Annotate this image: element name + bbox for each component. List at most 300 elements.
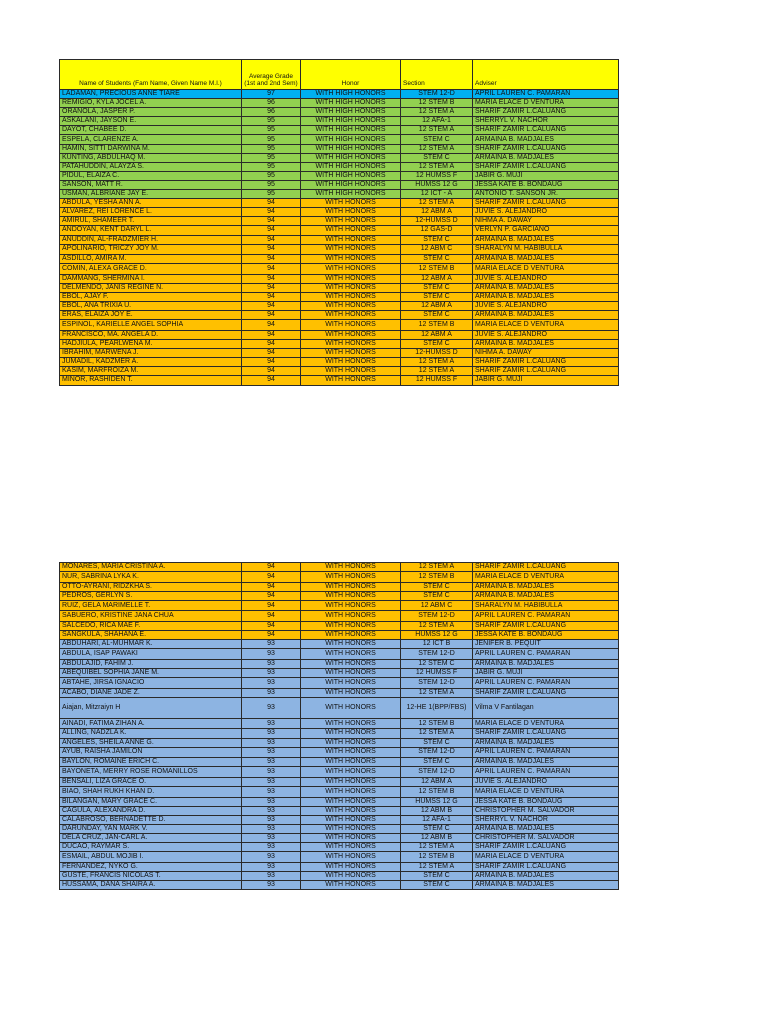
adviser-cell: SHARIF ZAMIR L.CALUANG xyxy=(473,843,619,852)
adviser-cell: MARIA ELACE D VENTURA xyxy=(473,852,619,863)
honor-cell: WITH HONORS xyxy=(301,235,401,244)
adviser-cell: ARMAINA B. MADJALES xyxy=(473,758,619,767)
average-grade-cell: 94 xyxy=(242,264,301,275)
honor-cell: WITH HONORS xyxy=(301,777,401,786)
average-grade-cell: 93 xyxy=(242,718,301,729)
average-grade-cell: 94 xyxy=(242,367,301,376)
table-row xyxy=(60,649,619,660)
average-grade-cell: 94 xyxy=(242,358,301,367)
table-row xyxy=(60,135,619,144)
honor-cell: WITH HIGH HONORS xyxy=(301,117,401,126)
table-row xyxy=(60,117,619,126)
average-grade-cell: 93 xyxy=(242,688,301,697)
student-name-cell: REMIGIO, KYLA JOCEL A. xyxy=(60,99,242,108)
student-name-cell: DUCAO, RAYMAR S. xyxy=(60,843,242,852)
student-name-cell: APOLINARIO, TRICZY JOY M. xyxy=(60,244,242,255)
average-grade-cell: 95 xyxy=(242,144,301,153)
honor-cell: WITH HIGH HONORS xyxy=(301,180,401,189)
honor-cell: WITH HIGH HONORS xyxy=(301,171,401,180)
adviser-cell: ARMAINA B. MADJALES xyxy=(473,235,619,244)
honor-cell: WITH HIGH HONORS xyxy=(301,162,401,171)
honor-cell: WITH HONORS xyxy=(301,824,401,833)
student-name-cell: ALVAREZ, REI LORENCE L. xyxy=(60,208,242,217)
average-grade-cell: 94 xyxy=(242,199,301,208)
average-grade-cell: 93 xyxy=(242,880,301,889)
average-grade-cell: 96 xyxy=(242,99,301,108)
adviser-cell: MARIA ELACE D VENTURA xyxy=(473,264,619,275)
average-grade-cell: 95 xyxy=(242,126,301,135)
student-name-cell: MINOR, RASHIDEN T. xyxy=(60,376,242,385)
table-row xyxy=(60,302,619,311)
honor-cell: WITH HONORS xyxy=(301,367,401,376)
adviser-cell: JESSA KATE B. BONDAUG xyxy=(473,180,619,189)
adviser-cell: SHARIF ZAMIR L.CALUANG xyxy=(473,144,619,153)
student-name-cell: HAMIN, SITTI DARWINA M. xyxy=(60,144,242,153)
average-grade-cell: 94 xyxy=(242,208,301,217)
honor-cell: WITH HONORS xyxy=(301,264,401,275)
honor-cell: WITH HONORS xyxy=(301,640,401,649)
section-cell: 12 STEM A xyxy=(401,688,473,697)
student-name-cell: ABEQUIBEL SOPHIA JANE M. xyxy=(60,669,242,678)
student-name-cell: BILANGAN, MARY GRACE C. xyxy=(60,797,242,806)
average-grade-cell: 93 xyxy=(242,758,301,767)
table-row xyxy=(60,815,619,824)
student-name-cell: EBOL, AJAY F. xyxy=(60,293,242,302)
section-cell: 12 STEM B xyxy=(401,99,473,108)
section-cell: 12 AFA-1 xyxy=(401,117,473,126)
student-name-cell: BENSALI, LIZA GRACE O. xyxy=(60,777,242,786)
honor-cell: WITH HONORS xyxy=(301,358,401,367)
adviser-cell: NIHMA A. DAWAY xyxy=(473,217,619,226)
table-row xyxy=(60,697,619,718)
adviser-cell: APRIL LAUREN C. PAMARAN xyxy=(473,767,619,778)
student-name-cell: ANGELES, SHEILA ANNE G. xyxy=(60,738,242,747)
section-cell: STEM C xyxy=(401,135,473,144)
adviser-cell: ARMAINA B. MADJALES xyxy=(473,340,619,349)
honor-cell: WITH HONORS xyxy=(301,600,401,611)
student-name-cell: ABTAHE, JIRSA IGNACIO xyxy=(60,678,242,689)
header-honor: Honor xyxy=(301,60,401,90)
table-row xyxy=(60,622,619,631)
honor-cell: WITH HONORS xyxy=(301,563,401,572)
average-grade-cell: 95 xyxy=(242,162,301,171)
average-grade-cell: 93 xyxy=(242,659,301,668)
table-row xyxy=(60,108,619,117)
section-cell: 12 STEM C xyxy=(401,659,473,668)
section-cell: 12 STEM A xyxy=(401,358,473,367)
student-name-cell: COMIN, ALEXA GRACE D. xyxy=(60,264,242,275)
student-name-cell: PEDROS, GERLYN S. xyxy=(60,591,242,600)
adviser-cell: ARMAINA B. MADJALES xyxy=(473,871,619,880)
section-cell: 12 STEM B xyxy=(401,786,473,797)
section-cell: STEM C xyxy=(401,591,473,600)
table-row xyxy=(60,358,619,367)
honor-cell: WITH HIGH HONORS xyxy=(301,153,401,162)
honor-cell: WITH HONORS xyxy=(301,659,401,668)
average-grade-cell: 95 xyxy=(242,135,301,144)
average-grade-cell: 93 xyxy=(242,777,301,786)
honor-cell: WITH HIGH HONORS xyxy=(301,99,401,108)
average-grade-cell: 93 xyxy=(242,678,301,689)
adviser-cell: ARMAINA B. MADJALES xyxy=(473,591,619,600)
average-grade-cell: 94 xyxy=(242,293,301,302)
adviser-cell: ARMAINA B. MADJALES xyxy=(473,738,619,747)
honor-cell: WITH HONORS xyxy=(301,199,401,208)
average-grade-cell: 93 xyxy=(242,729,301,738)
student-name-cell: USMAN, ALBRIANE JAY E. xyxy=(60,190,242,199)
average-grade-cell: 94 xyxy=(242,320,301,331)
adviser-cell: ARMAINA B. MADJALES xyxy=(473,824,619,833)
student-name-cell: HUSSAMA, DANA SHAIRA A. xyxy=(60,880,242,889)
student-name-cell: ABDULA, YESHA ANN A. xyxy=(60,199,242,208)
adviser-cell: ARMAINA B. MADJALES xyxy=(473,255,619,264)
adviser-cell: APRIL LAUREN C. PAMARAN xyxy=(473,649,619,660)
student-name-cell: JUMADIL, KADZMER A. xyxy=(60,358,242,367)
adviser-cell: JUVIE S. ALEJANDRO xyxy=(473,302,619,311)
honor-cell: WITH HONORS xyxy=(301,320,401,331)
table-row xyxy=(60,852,619,863)
average-grade-cell: 94 xyxy=(242,572,301,583)
section-cell: 12 HUMSS F xyxy=(401,669,473,678)
student-name-cell: ORANOLA, JASPER P. xyxy=(60,108,242,117)
table-row xyxy=(60,171,619,180)
average-grade-cell: 95 xyxy=(242,180,301,189)
student-name-cell: SANGKULA, SHAHANA E. xyxy=(60,631,242,640)
honor-cell: WITH HIGH HONORS xyxy=(301,190,401,199)
adviser-cell: APRIL LAUREN C. PAMARAN xyxy=(473,678,619,689)
section-cell: 12 STEM A xyxy=(401,126,473,135)
table-row xyxy=(60,255,619,264)
section-cell: 12 ABM A xyxy=(401,208,473,217)
average-grade-cell: 94 xyxy=(242,302,301,311)
section-cell: STEM 12-D xyxy=(401,90,473,99)
average-grade-cell: 94 xyxy=(242,226,301,235)
section-cell: 12 STEM A xyxy=(401,729,473,738)
adviser-cell: SHARIF ZAMIR L.CALUANG xyxy=(473,126,619,135)
table-row xyxy=(60,797,619,806)
table-row xyxy=(60,631,619,640)
average-grade-cell: 93 xyxy=(242,649,301,660)
table-row xyxy=(60,688,619,697)
honor-cell: WITH HONORS xyxy=(301,833,401,842)
student-name-cell: DAMMANG, SHERMINA I. xyxy=(60,274,242,283)
honor-cell: WITH HONORS xyxy=(301,806,401,815)
table-row xyxy=(60,244,619,255)
table-row xyxy=(60,320,619,331)
honor-cell: WITH HONORS xyxy=(301,631,401,640)
section-cell: STEM C xyxy=(401,758,473,767)
table-row xyxy=(60,340,619,349)
honor-cell: WITH HONORS xyxy=(301,622,401,631)
honor-cell: WITH HIGH HONORS xyxy=(301,144,401,153)
section-cell: 12-HUMSS D xyxy=(401,217,473,226)
table-row xyxy=(60,293,619,302)
student-name-cell: RUIZ, GELA MARIMELLE T. xyxy=(60,600,242,611)
average-grade-cell: 94 xyxy=(242,600,301,611)
student-name-cell: EBOL, ANA TRIXIA U. xyxy=(60,302,242,311)
section-cell: HUMSS 12 G xyxy=(401,631,473,640)
section-cell: 12 GAS-D xyxy=(401,226,473,235)
student-name-cell: BAYLON, ROMAINE ERICH C. xyxy=(60,758,242,767)
student-name-cell: DELMENDO, JANIS REGINE N. xyxy=(60,283,242,292)
honor-cell: WITH HONORS xyxy=(301,255,401,264)
student-name-cell: CAGULA, ALEXANDRA D. xyxy=(60,806,242,815)
section-cell: 12 ABM A xyxy=(401,777,473,786)
table-row xyxy=(60,311,619,320)
table-row xyxy=(60,833,619,842)
average-grade-cell: 94 xyxy=(242,349,301,358)
section-cell: STEM C xyxy=(401,235,473,244)
section-cell: STEM C xyxy=(401,582,473,591)
student-name-cell: CALABROSO, BERNADETTE D. xyxy=(60,815,242,824)
average-grade-cell: 93 xyxy=(242,747,301,758)
section-cell: STEM 12-D xyxy=(401,678,473,689)
honor-cell: WITH HONORS xyxy=(301,376,401,385)
adviser-cell: SHARIF ZAMIR L.CALUANG xyxy=(473,162,619,171)
average-grade-cell: 95 xyxy=(242,190,301,199)
section-cell: STEM C xyxy=(401,340,473,349)
adviser-cell: ARMAINA B. MADJALES xyxy=(473,880,619,889)
average-grade-cell: 97 xyxy=(242,90,301,99)
adviser-cell: JUVIE S. ALEJANDRO xyxy=(473,330,619,339)
honor-cell: WITH HONORS xyxy=(301,786,401,797)
honor-cell: WITH HONORS xyxy=(301,843,401,852)
average-grade-cell: 94 xyxy=(242,330,301,339)
student-name-cell: Aiajan, Mitzraiyn H xyxy=(60,697,242,718)
section-cell: 12 STEM B xyxy=(401,264,473,275)
table-row xyxy=(60,162,619,171)
table-row xyxy=(60,824,619,833)
student-name-cell: AMIRUL, SHAMEER T. xyxy=(60,217,242,226)
table-row xyxy=(60,144,619,153)
table-header-row xyxy=(60,60,619,90)
average-grade-cell: 93 xyxy=(242,797,301,806)
adviser-cell: Vilma V Fantilagan xyxy=(473,697,619,718)
honor-cell: WITH HONORS xyxy=(301,871,401,880)
section-cell: 12 HUMSS F xyxy=(401,171,473,180)
student-name-cell: ASDILLO, AMIRA M. xyxy=(60,255,242,264)
adviser-cell: NIHMA A. DAWAY xyxy=(473,349,619,358)
adviser-cell: ANTONIO T. SANSON JR. xyxy=(473,190,619,199)
adviser-cell: APRIL LAUREN C. PAMARAN xyxy=(473,747,619,758)
student-name-cell: ESMAIL, ABDUL MOJIB I. xyxy=(60,852,242,863)
table-row xyxy=(60,235,619,244)
section-cell: 12 HUMSS F xyxy=(401,376,473,385)
average-grade-cell: 93 xyxy=(242,852,301,863)
adviser-cell: CHRISTOPHER M. SALVADOR xyxy=(473,833,619,842)
student-name-cell: ACABO, DIANE JADE Z. xyxy=(60,688,242,697)
table-row xyxy=(60,283,619,292)
average-grade-cell: 93 xyxy=(242,815,301,824)
student-name-cell: NUR, SABRINA LYKA K. xyxy=(60,572,242,583)
adviser-cell: SHARIF ZAMIR L.CALUANG xyxy=(473,563,619,572)
student-name-cell: OTTO-AYRANI, RIDZKHA S. xyxy=(60,582,242,591)
adviser-cell: SHARIF ZAMIR L.CALUANG xyxy=(473,367,619,376)
honor-cell: WITH HONORS xyxy=(301,880,401,889)
honor-cell: WITH HONORS xyxy=(301,697,401,718)
honor-cell: WITH HONORS xyxy=(301,738,401,747)
average-grade-cell: 93 xyxy=(242,738,301,747)
section-cell: 12 ABM B xyxy=(401,806,473,815)
adviser-cell: JABIR G. MUJI xyxy=(473,171,619,180)
adviser-cell: MARIA ELACE D VENTURA xyxy=(473,786,619,797)
average-grade-cell: 93 xyxy=(242,640,301,649)
adviser-cell: MARIA ELACE D VENTURA xyxy=(473,572,619,583)
section-cell: STEM C xyxy=(401,880,473,889)
average-grade-cell: 93 xyxy=(242,786,301,797)
student-name-cell: DARUNDAY, YAN MARK V. xyxy=(60,824,242,833)
adviser-cell: MARIA ELACE D VENTURA xyxy=(473,99,619,108)
section-cell: 12 STEM A xyxy=(401,144,473,153)
table-row xyxy=(60,678,619,689)
honor-cell: WITH HONORS xyxy=(301,244,401,255)
honor-cell: WITH HONORS xyxy=(301,852,401,863)
table-row xyxy=(60,208,619,217)
adviser-cell: SHARIF ZAMIR L.CALUANG xyxy=(473,108,619,117)
honor-cell: WITH HIGH HONORS xyxy=(301,126,401,135)
table-row xyxy=(60,786,619,797)
honor-cell: WITH HIGH HONORS xyxy=(301,108,401,117)
adviser-cell: ARMAINA B. MADJALES xyxy=(473,283,619,292)
honor-cell: WITH HONORS xyxy=(301,208,401,217)
adviser-cell: ARMAINA B. MADJALES xyxy=(473,311,619,320)
student-name-cell: SALCEDO, RICA MAE F. xyxy=(60,622,242,631)
student-name-cell: SABUERO, KRISTINE JANA CHUA xyxy=(60,611,242,622)
table-row xyxy=(60,718,619,729)
honor-cell: WITH HONORS xyxy=(301,688,401,697)
average-grade-cell: 94 xyxy=(242,340,301,349)
adviser-cell: SHARIF ZAMIR L.CALUANG xyxy=(473,358,619,367)
student-name-cell: ERAS, ELAIZA JOY E. xyxy=(60,311,242,320)
adviser-cell: JABIR G. MUJI xyxy=(473,669,619,678)
average-grade-cell: 93 xyxy=(242,843,301,852)
section-cell: 12 STEM A xyxy=(401,862,473,871)
section-cell: STEM 12-D xyxy=(401,649,473,660)
section-cell: 12 ABM C xyxy=(401,244,473,255)
table-row xyxy=(60,600,619,611)
section-cell: STEM C xyxy=(401,311,473,320)
student-name-cell: FERNANDEZ, NYKO G. xyxy=(60,862,242,871)
average-grade-cell: 93 xyxy=(242,806,301,815)
honors-table-top xyxy=(59,59,619,386)
table-row xyxy=(60,180,619,189)
honor-cell: WITH HONORS xyxy=(301,582,401,591)
student-name-cell: KUNTING, ABDULHAQ M. xyxy=(60,153,242,162)
student-name-cell: DAYOT, CHABEE D. xyxy=(60,126,242,135)
adviser-cell: ARMAINA B. MADJALES xyxy=(473,659,619,668)
table-row xyxy=(60,880,619,889)
table-row xyxy=(60,862,619,871)
honor-cell: WITH HONORS xyxy=(301,226,401,235)
honors-table-bottom xyxy=(59,562,619,890)
student-name-cell: ALLING, NADZLA K. xyxy=(60,729,242,738)
table-row xyxy=(60,99,619,108)
average-grade-cell: 94 xyxy=(242,311,301,320)
honor-cell: WITH HONORS xyxy=(301,311,401,320)
section-cell: STEM C xyxy=(401,153,473,162)
table-row xyxy=(60,572,619,583)
average-grade-cell: 94 xyxy=(242,235,301,244)
section-cell: STEM C xyxy=(401,283,473,292)
table-row xyxy=(60,349,619,358)
honor-cell: WITH HIGH HONORS xyxy=(301,135,401,144)
section-cell: 12 ABM C xyxy=(401,600,473,611)
average-grade-cell: 94 xyxy=(242,563,301,572)
honor-cell: WITH HONORS xyxy=(301,815,401,824)
student-name-cell: BAYONETA, MERRY ROSE ROMANILLOS xyxy=(60,767,242,778)
section-cell: 12 STEM B xyxy=(401,320,473,331)
section-cell: STEM C xyxy=(401,255,473,264)
adviser-cell: SHARIF ZAMIR L.CALUANG xyxy=(473,199,619,208)
honor-cell: WITH HONORS xyxy=(301,302,401,311)
student-name-cell: FRANCISCO, MA. ANGELA D. xyxy=(60,330,242,339)
adviser-cell: JUVIE S. ALEJANDRO xyxy=(473,208,619,217)
adviser-cell: MARIA ELACE D VENTURA xyxy=(473,718,619,729)
adviser-cell: JENIFER B. PEQUIT xyxy=(473,640,619,649)
adviser-cell: ARMAINA B. MADJALES xyxy=(473,293,619,302)
student-name-cell: GUSTE, FRANCIS NICOLAS T. xyxy=(60,871,242,880)
header-section: Section xyxy=(401,60,473,90)
average-grade-cell: 94 xyxy=(242,631,301,640)
adviser-cell: SHARIF ZAMIR L.CALUANG xyxy=(473,729,619,738)
section-cell: 12-HUMSS D xyxy=(401,349,473,358)
adviser-cell: SHARIF ZAMIR L.CALUANG xyxy=(473,622,619,631)
adviser-cell: SHERRYL V. NACHOR xyxy=(473,117,619,126)
section-cell: 12 STEM A xyxy=(401,162,473,171)
section-cell: 12 STEM A xyxy=(401,563,473,572)
adviser-cell: SHARIF ZAMIR L.CALUANG xyxy=(473,688,619,697)
section-cell: 12 ICT B xyxy=(401,640,473,649)
adviser-cell: APRIL LAUREN C. PAMARAN xyxy=(473,611,619,622)
student-name-cell: ESPELA, CLARENZE A. xyxy=(60,135,242,144)
section-cell: STEM 12-D xyxy=(401,611,473,622)
student-name-cell: ABDULA, ISAP PAWAKI xyxy=(60,649,242,660)
average-grade-cell: 93 xyxy=(242,871,301,880)
table-row xyxy=(60,669,619,678)
section-cell: STEM 12-D xyxy=(401,767,473,778)
adviser-cell: SHARALYN M. HABIBULLA xyxy=(473,244,619,255)
adviser-cell: VERLYN P. GARCIANO xyxy=(473,226,619,235)
section-cell: 12 ABM B xyxy=(401,833,473,842)
section-cell: 12 STEM B xyxy=(401,572,473,583)
table-row xyxy=(60,274,619,283)
section-cell: STEM 12-D xyxy=(401,747,473,758)
section-cell: 12 STEM B xyxy=(401,718,473,729)
section-cell: 12 STEM A xyxy=(401,199,473,208)
table-row xyxy=(60,871,619,880)
section-cell: 12 ICT - A xyxy=(401,190,473,199)
student-name-cell: ANUDDIN, AL-FRADZMIER H. xyxy=(60,235,242,244)
table-row xyxy=(60,843,619,852)
average-grade-cell: 93 xyxy=(242,669,301,678)
adviser-cell: JUVIE S. ALEJANDRO xyxy=(473,777,619,786)
student-name-cell: AYUB, RAISHA JAMILON xyxy=(60,747,242,758)
average-grade-cell: 93 xyxy=(242,833,301,842)
student-name-cell: LADAMAN, PRECIOUS ANNE TIARE xyxy=(60,90,242,99)
average-grade-cell: 95 xyxy=(242,171,301,180)
adviser-cell: CHRISTOPHER M. SALVADOR xyxy=(473,806,619,815)
average-grade-cell: 93 xyxy=(242,862,301,871)
table-row xyxy=(60,747,619,758)
table-row xyxy=(60,738,619,747)
section-cell: 12 STEM B xyxy=(401,852,473,863)
honor-cell: WITH HONORS xyxy=(301,217,401,226)
average-grade-cell: 95 xyxy=(242,153,301,162)
honor-cell: WITH HONORS xyxy=(301,718,401,729)
average-grade-cell: 93 xyxy=(242,767,301,778)
average-grade-cell: 94 xyxy=(242,376,301,385)
section-cell: STEM C xyxy=(401,293,473,302)
